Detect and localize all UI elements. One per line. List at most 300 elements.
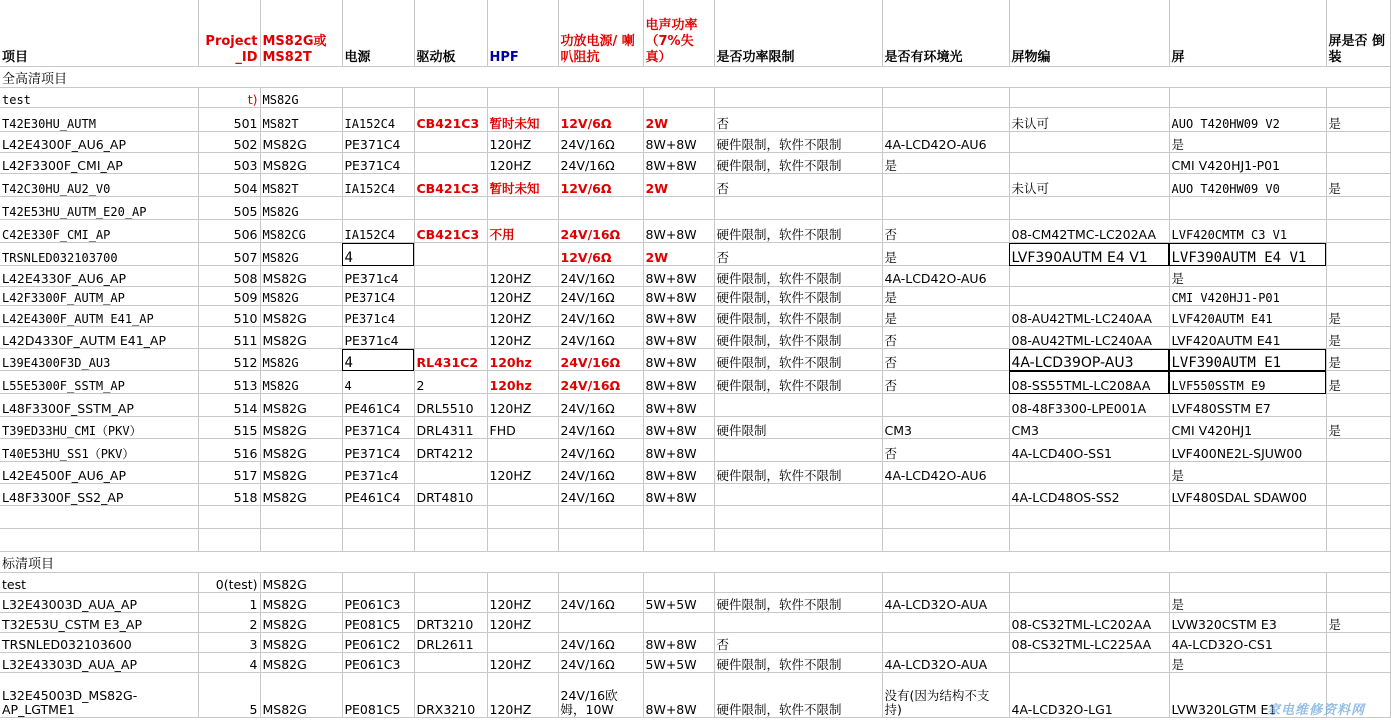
cell-chip[interactable]: MS82G xyxy=(260,371,342,394)
cell-amp-power[interactable] xyxy=(558,573,643,593)
cell-panel[interactable]: LVF390AUTM E1 xyxy=(1169,349,1326,371)
cell-driver-board[interactable] xyxy=(414,327,487,349)
cell-empty[interactable] xyxy=(1169,506,1326,529)
cell-project-id[interactable]: 5 xyxy=(198,673,260,718)
cell-project-id[interactable]: 501 xyxy=(198,108,260,132)
cell-power-limit[interactable]: 否 xyxy=(714,108,882,132)
cell-driver-board[interactable]: DRL2611 xyxy=(414,633,487,653)
cell-ambient-light[interactable] xyxy=(882,108,1009,132)
cell-power[interactable]: PE371c4 xyxy=(342,327,414,349)
cell-chip[interactable]: MS82G xyxy=(260,462,342,484)
cell-ambient-light[interactable]: 否 xyxy=(882,371,1009,394)
cell-project[interactable]: L42E4300F_AU6_AP xyxy=(0,132,198,153)
cell-acoustic-power[interactable]: 8W+8W xyxy=(643,673,714,718)
cell-empty[interactable] xyxy=(714,506,882,529)
cell-panel-code[interactable]: 08-AU42TML-LC240AA xyxy=(1009,306,1169,327)
cell-chip[interactable]: MS82G xyxy=(260,439,342,462)
cell-acoustic-power[interactable]: 8W+8W xyxy=(643,371,714,394)
cell-panel-flip[interactable]: 是 xyxy=(1326,108,1390,132)
cell-chip[interactable]: MS82G xyxy=(260,287,342,306)
cell-power[interactable]: PE371c4 xyxy=(342,306,414,327)
cell-panel-flip[interactable] xyxy=(1326,153,1390,174)
cell-amp-power[interactable]: 24V/16Ω xyxy=(558,287,643,306)
cell-power[interactable]: IA152C4 xyxy=(342,108,414,132)
cell-hpf[interactable] xyxy=(487,439,558,462)
cell-power-limit[interactable] xyxy=(714,439,882,462)
cell-amp-power[interactable]: 24V/16Ω xyxy=(558,439,643,462)
cell-chip[interactable]: MS82CG xyxy=(260,220,342,243)
cell-empty[interactable] xyxy=(260,506,342,529)
cell-acoustic-power[interactable]: 2W xyxy=(643,108,714,132)
cell-ambient-light[interactable]: 4A-LCD42O-AU6 xyxy=(882,462,1009,484)
cell-panel-code[interactable]: 4A-LCD48OS-SS2 xyxy=(1009,484,1169,506)
cell-project-id[interactable]: 503 xyxy=(198,153,260,174)
cell-panel-code[interactable]: 08-48F3300-LPE001A xyxy=(1009,394,1169,417)
header-panel-code[interactable]: 屏物编 xyxy=(1009,0,1169,67)
cell-chip[interactable]: MS82G xyxy=(260,349,342,371)
cell-panel[interactable]: 是 xyxy=(1169,132,1326,153)
cell-panel-code[interactable] xyxy=(1009,287,1169,306)
cell-panel[interactable]: LVF420CMTM C3 V1 xyxy=(1169,220,1326,243)
cell-acoustic-power[interactable]: 8W+8W xyxy=(643,266,714,287)
cell-power[interactable]: PE371C4 xyxy=(342,132,414,153)
cell-chip[interactable]: MS82T xyxy=(260,174,342,197)
cell-panel[interactable]: LVF390AUTM E4 V1 xyxy=(1169,243,1326,266)
header-hpf[interactable]: HPF xyxy=(487,0,558,67)
cell-power-limit[interactable]: 硬件限制，软件不限制 xyxy=(714,349,882,371)
cell-empty[interactable] xyxy=(342,529,414,552)
cell-acoustic-power[interactable]: 2W xyxy=(643,243,714,266)
cell-acoustic-power[interactable]: 8W+8W xyxy=(643,417,714,439)
cell-panel-flip[interactable] xyxy=(1326,220,1390,243)
cell-power[interactable]: PE371C4 xyxy=(342,153,414,174)
cell-amp-power[interactable]: 24V/16Ω xyxy=(558,266,643,287)
cell-hpf[interactable] xyxy=(487,484,558,506)
cell-panel-code[interactable]: CM3 xyxy=(1009,417,1169,439)
cell-panel[interactable]: AUO T420HW09 V0 xyxy=(1169,174,1326,197)
cell-project[interactable]: T42E53HU_AUTM_E20_AP xyxy=(0,197,198,220)
cell-project[interactable]: test xyxy=(0,88,198,108)
cell-ambient-light[interactable]: 4A-LCD32O-AUA xyxy=(882,653,1009,673)
cell-hpf[interactable]: 120HZ xyxy=(487,462,558,484)
cell-driver-board[interactable]: DRT4810 xyxy=(414,484,487,506)
cell-amp-power[interactable]: 24V/16Ω xyxy=(558,153,643,174)
cell-ambient-light[interactable]: 否 xyxy=(882,349,1009,371)
cell-ambient-light[interactable] xyxy=(882,613,1009,633)
cell-empty[interactable] xyxy=(714,529,882,552)
cell-ambient-light[interactable]: 是 xyxy=(882,153,1009,174)
cell-amp-power[interactable] xyxy=(558,613,643,633)
cell-driver-board[interactable]: DRL5510 xyxy=(414,394,487,417)
cell-ambient-light[interactable]: 4A-LCD42O-AU6 xyxy=(882,132,1009,153)
section-title-hd[interactable]: 全高清项目 xyxy=(0,67,1390,88)
cell-amp-power[interactable]: 24V/16Ω xyxy=(558,394,643,417)
cell-empty[interactable] xyxy=(0,529,198,552)
cell-chip[interactable]: MS82G xyxy=(260,266,342,287)
cell-ambient-light[interactable] xyxy=(882,573,1009,593)
cell-acoustic-power[interactable] xyxy=(643,613,714,633)
cell-chip[interactable]: MS82G xyxy=(260,306,342,327)
cell-power-limit[interactable]: 否 xyxy=(714,243,882,266)
cell-ambient-light[interactable]: 否 xyxy=(882,220,1009,243)
cell-panel-code[interactable]: 08-CM42TMC-LC202AA xyxy=(1009,220,1169,243)
cell-acoustic-power[interactable]: 5W+5W xyxy=(643,653,714,673)
cell-empty[interactable] xyxy=(198,529,260,552)
cell-chip[interactable]: MS82G xyxy=(260,153,342,174)
cell-power[interactable]: PE371C4 xyxy=(342,417,414,439)
cell-acoustic-power[interactable] xyxy=(643,197,714,220)
cell-panel-code[interactable] xyxy=(1009,88,1169,108)
header-chip[interactable]: MS82G或 MS82T xyxy=(260,0,342,67)
cell-power[interactable]: PE371C4 xyxy=(342,439,414,462)
cell-empty[interactable] xyxy=(1169,529,1326,552)
cell-driver-board[interactable]: DRT4212 xyxy=(414,439,487,462)
cell-acoustic-power[interactable]: 2W xyxy=(643,174,714,197)
cell-hpf[interactable]: 暂时未知 xyxy=(487,108,558,132)
cell-panel[interactable]: LVF420AUTM E41 xyxy=(1169,327,1326,349)
cell-amp-power[interactable]: 12V/6Ω xyxy=(558,243,643,266)
cell-ambient-light[interactable]: 否 xyxy=(882,439,1009,462)
cell-panel[interactable]: 是 xyxy=(1169,653,1326,673)
cell-project-id[interactable]: 513 xyxy=(198,371,260,394)
cell-project[interactable]: L32E45003D_MS82G-AP_LGTME1 xyxy=(0,673,198,718)
cell-project-id[interactable]: 509 xyxy=(198,287,260,306)
cell-panel[interactable]: LVW320LGTM E1 xyxy=(1169,673,1326,718)
header-panel-flip[interactable]: 屏是否 倒装 xyxy=(1326,0,1390,67)
cell-panel-flip[interactable]: 是 xyxy=(1326,327,1390,349)
cell-driver-board[interactable]: DRL4311 xyxy=(414,417,487,439)
cell-project[interactable]: L32E43303D_AUA_AP xyxy=(0,653,198,673)
cell-chip[interactable]: MS82G xyxy=(260,484,342,506)
cell-power[interactable]: IA152C4 xyxy=(342,174,414,197)
cell-empty[interactable] xyxy=(882,529,1009,552)
cell-hpf[interactable]: 120HZ xyxy=(487,306,558,327)
cell-ambient-light[interactable]: 没有(因为结构不支持) xyxy=(882,673,1009,718)
cell-panel-code[interactable]: 未认可 xyxy=(1009,108,1169,132)
cell-chip[interactable]: MS82G xyxy=(260,593,342,613)
cell-chip[interactable]: MS82G xyxy=(260,613,342,633)
cell-driver-board[interactable] xyxy=(414,287,487,306)
cell-ambient-light[interactable] xyxy=(882,484,1009,506)
cell-project-id[interactable]: 518 xyxy=(198,484,260,506)
cell-chip[interactable]: MS82G xyxy=(260,327,342,349)
cell-acoustic-power[interactable] xyxy=(643,88,714,108)
cell-project-id[interactable]: 0(test) xyxy=(198,573,260,593)
cell-panel-code[interactable] xyxy=(1009,132,1169,153)
cell-power[interactable] xyxy=(342,197,414,220)
cell-panel-flip[interactable] xyxy=(1326,88,1390,108)
cell-power[interactable]: PE371c4 xyxy=(342,266,414,287)
cell-panel[interactable]: CMI V420HJ1 xyxy=(1169,417,1326,439)
cell-power-limit[interactable]: 硬件限制，软件不限制 xyxy=(714,153,882,174)
cell-project-id[interactable]: 512 xyxy=(198,349,260,371)
cell-project[interactable]: L32E43003D_AUA_AP xyxy=(0,593,198,613)
cell-panel-code[interactable]: 08-CS32TML-LC202AA xyxy=(1009,613,1169,633)
cell-power[interactable]: PE371C4 xyxy=(342,287,414,306)
cell-panel-flip[interactable]: 是 xyxy=(1326,613,1390,633)
cell-power[interactable]: 4 xyxy=(342,243,414,266)
cell-panel-flip[interactable] xyxy=(1326,462,1390,484)
cell-panel-code[interactable] xyxy=(1009,197,1169,220)
cell-project[interactable]: L39E4300F3D_AU3 xyxy=(0,349,198,371)
cell-project[interactable]: L48F3300F_SS2_AP xyxy=(0,484,198,506)
cell-power-limit[interactable]: 硬件限制，软件不限制 xyxy=(714,593,882,613)
cell-amp-power[interactable]: 24V/16Ω xyxy=(558,371,643,394)
header-power-limit[interactable]: 是否功率限制 xyxy=(714,0,882,67)
cell-panel-flip[interactable] xyxy=(1326,573,1390,593)
cell-driver-board[interactable]: CB421C3 xyxy=(414,220,487,243)
cell-project-id[interactable]: 2 xyxy=(198,613,260,633)
cell-project[interactable]: C42E330F_CMI_AP xyxy=(0,220,198,243)
cell-panel-code[interactable]: 08-SS55TML-LC208AA xyxy=(1009,371,1169,394)
cell-chip[interactable]: MS82G xyxy=(260,394,342,417)
cell-power-limit[interactable]: 硬件限制，软件不限制 xyxy=(714,287,882,306)
header-amp-power[interactable]: 功放电源/ 喇叭阻抗 xyxy=(558,0,643,67)
cell-panel-flip[interactable] xyxy=(1326,653,1390,673)
cell-hpf[interactable]: 120HZ xyxy=(487,153,558,174)
cell-power[interactable]: PE061C2 xyxy=(342,633,414,653)
cell-panel-code[interactable]: 08-AU42TML-LC240AA xyxy=(1009,327,1169,349)
cell-panel-flip[interactable] xyxy=(1326,633,1390,653)
cell-amp-power[interactable]: 12V/6Ω xyxy=(558,108,643,132)
header-ambient-light[interactable]: 是否有环境光 xyxy=(882,0,1009,67)
cell-power[interactable]: PE081C5 xyxy=(342,613,414,633)
cell-empty[interactable] xyxy=(643,506,714,529)
cell-driver-board[interactable]: DRT3210 xyxy=(414,613,487,633)
cell-panel-flip[interactable]: 是 xyxy=(1326,371,1390,394)
cell-hpf[interactable]: 120HZ xyxy=(487,266,558,287)
cell-panel-code[interactable] xyxy=(1009,266,1169,287)
cell-project-id[interactable]: 514 xyxy=(198,394,260,417)
cell-project-id[interactable]: 1 xyxy=(198,593,260,613)
cell-hpf[interactable]: 不用 xyxy=(487,220,558,243)
cell-hpf[interactable]: 120hz xyxy=(487,349,558,371)
cell-hpf[interactable]: 120HZ xyxy=(487,613,558,633)
cell-amp-power[interactable]: 24V/16Ω xyxy=(558,653,643,673)
cell-amp-power[interactable]: 24V/16欧姆，10W xyxy=(558,673,643,718)
cell-power[interactable]: PE371c4 xyxy=(342,462,414,484)
cell-amp-power[interactable]: 24V/16Ω xyxy=(558,132,643,153)
cell-chip[interactable]: MS82G xyxy=(260,417,342,439)
cell-project-id[interactable]: 516 xyxy=(198,439,260,462)
cell-chip[interactable]: MS82G xyxy=(260,132,342,153)
cell-panel[interactable] xyxy=(1169,88,1326,108)
cell-driver-board[interactable] xyxy=(414,88,487,108)
cell-empty[interactable] xyxy=(558,506,643,529)
cell-project-id[interactable]: 515 xyxy=(198,417,260,439)
cell-ambient-light[interactable] xyxy=(882,197,1009,220)
cell-power-limit[interactable] xyxy=(714,88,882,108)
cell-hpf[interactable]: 120hz xyxy=(487,371,558,394)
header-project-id[interactable]: Project _ID xyxy=(198,0,260,67)
cell-panel[interactable]: LVF480SSTM E7 xyxy=(1169,394,1326,417)
cell-amp-power[interactable]: 24V/16Ω xyxy=(558,306,643,327)
cell-project[interactable]: TRSNLED032103600 xyxy=(0,633,198,653)
cell-power-limit[interactable]: 硬件限制，软件不限制 xyxy=(714,306,882,327)
cell-amp-power[interactable]: 24V/16Ω xyxy=(558,327,643,349)
cell-project[interactable]: L42E4330F_AU6_AP xyxy=(0,266,198,287)
cell-panel[interactable]: CMI V420HJ1-P01 xyxy=(1169,153,1326,174)
cell-ambient-light[interactable]: 否 xyxy=(882,327,1009,349)
header-project[interactable]: 项目 xyxy=(0,0,198,67)
cell-panel-flip[interactable] xyxy=(1326,266,1390,287)
cell-acoustic-power[interactable]: 8W+8W xyxy=(643,439,714,462)
cell-project[interactable]: L42E4300F_AUTM E41_AP xyxy=(0,306,198,327)
cell-panel[interactable]: AUO T420HW09 V2 xyxy=(1169,108,1326,132)
cell-power-limit[interactable]: 否 xyxy=(714,174,882,197)
cell-empty[interactable] xyxy=(342,506,414,529)
cell-panel[interactable]: LVF420AUTM E41 xyxy=(1169,306,1326,327)
cell-amp-power[interactable]: 24V/16Ω xyxy=(558,349,643,371)
cell-panel-code[interactable] xyxy=(1009,462,1169,484)
cell-chip[interactable]: MS82G xyxy=(260,673,342,718)
cell-driver-board[interactable] xyxy=(414,243,487,266)
cell-acoustic-power[interactable]: 8W+8W xyxy=(643,484,714,506)
cell-project[interactable]: T42E30HU_AUTM xyxy=(0,108,198,132)
cell-hpf[interactable]: 120HZ xyxy=(487,287,558,306)
cell-panel-code[interactable] xyxy=(1009,593,1169,613)
cell-project-id[interactable]: t) xyxy=(198,88,260,108)
cell-panel-code[interactable] xyxy=(1009,653,1169,673)
cell-panel-flip[interactable]: 是 xyxy=(1326,349,1390,371)
cell-power-limit[interactable]: 硬件限制，软件不限制 xyxy=(714,132,882,153)
cell-panel[interactable]: LVW320CSTM E3 xyxy=(1169,613,1326,633)
cell-project[interactable]: L48F3300F_SSTM_AP xyxy=(0,394,198,417)
cell-hpf[interactable]: 暂时未知 xyxy=(487,174,558,197)
cell-empty[interactable] xyxy=(414,529,487,552)
cell-ambient-light[interactable]: 是 xyxy=(882,306,1009,327)
cell-project[interactable]: L42F3300F_AUTM_AP xyxy=(0,287,198,306)
cell-hpf[interactable]: 120HZ xyxy=(487,132,558,153)
cell-driver-board[interactable] xyxy=(414,132,487,153)
cell-empty[interactable] xyxy=(643,529,714,552)
cell-hpf[interactable]: FHD xyxy=(487,417,558,439)
cell-driver-board[interactable]: 2 xyxy=(414,371,487,394)
cell-panel[interactable]: 是 xyxy=(1169,593,1326,613)
cell-amp-power[interactable]: 24V/16Ω xyxy=(558,417,643,439)
cell-chip[interactable]: MS82G xyxy=(260,633,342,653)
cell-hpf[interactable] xyxy=(487,88,558,108)
cell-panel[interactable]: LVF480SDAL SDAW00 xyxy=(1169,484,1326,506)
cell-empty[interactable] xyxy=(414,506,487,529)
cell-power[interactable]: PE061C3 xyxy=(342,593,414,613)
cell-empty[interactable] xyxy=(487,529,558,552)
cell-power-limit[interactable]: 硬件限制，软件不限制 xyxy=(714,673,882,718)
cell-panel-flip[interactable] xyxy=(1326,484,1390,506)
cell-acoustic-power[interactable]: 8W+8W xyxy=(643,633,714,653)
cell-project[interactable]: T32E53U_CSTM E3_AP xyxy=(0,613,198,633)
cell-acoustic-power[interactable]: 8W+8W xyxy=(643,132,714,153)
cell-panel[interactable] xyxy=(1169,197,1326,220)
cell-panel-flip[interactable] xyxy=(1326,287,1390,306)
cell-amp-power[interactable]: 24V/16Ω xyxy=(558,484,643,506)
cell-panel-code[interactable]: 4A-LCD39OP-AU3 xyxy=(1009,349,1169,371)
cell-driver-board[interactable]: DRX3210 xyxy=(414,673,487,718)
cell-driver-board[interactable] xyxy=(414,462,487,484)
cell-project-id[interactable]: 508 xyxy=(198,266,260,287)
cell-amp-power[interactable]: 24V/16Ω xyxy=(558,633,643,653)
cell-power-limit[interactable]: 硬件限制 xyxy=(714,417,882,439)
cell-power[interactable]: 4 xyxy=(342,371,414,394)
cell-power-limit[interactable]: 否 xyxy=(714,633,882,653)
cell-panel-code[interactable]: 4A-LCD32O-LG1 xyxy=(1009,673,1169,718)
cell-panel-flip[interactable]: 是 xyxy=(1326,417,1390,439)
header-acoustic-power[interactable]: 电声功率 （7%失 真） xyxy=(643,0,714,67)
cell-panel-code[interactable]: 08-CS32TML-LC225AA xyxy=(1009,633,1169,653)
cell-empty[interactable] xyxy=(260,529,342,552)
cell-project[interactable]: TRSNLED032103700 xyxy=(0,243,198,266)
cell-project-id[interactable]: 504 xyxy=(198,174,260,197)
cell-empty[interactable] xyxy=(1009,529,1169,552)
cell-hpf[interactable]: 120HZ xyxy=(487,673,558,718)
header-power[interactable]: 电源 xyxy=(342,0,414,67)
cell-driver-board[interactable]: CB421C3 xyxy=(414,108,487,132)
cell-power-limit[interactable] xyxy=(714,613,882,633)
cell-project-id[interactable]: 517 xyxy=(198,462,260,484)
cell-empty[interactable] xyxy=(882,506,1009,529)
cell-empty[interactable] xyxy=(487,506,558,529)
cell-ambient-light[interactable] xyxy=(882,394,1009,417)
cell-chip[interactable]: MS82G xyxy=(260,653,342,673)
cell-project[interactable]: L42E4500F_AU6_AP xyxy=(0,462,198,484)
cell-project[interactable]: L42D4330F_AUTM E41_AP xyxy=(0,327,198,349)
cell-chip[interactable]: MS82T xyxy=(260,108,342,132)
cell-acoustic-power[interactable]: 8W+8W xyxy=(643,287,714,306)
cell-panel[interactable]: 4A-LCD32O-CS1 xyxy=(1169,633,1326,653)
cell-amp-power[interactable]: 12V/6Ω xyxy=(558,174,643,197)
cell-power[interactable]: IA152C4 xyxy=(342,220,414,243)
cell-amp-power[interactable] xyxy=(558,197,643,220)
cell-power-limit[interactable]: 硬件限制，软件不限制 xyxy=(714,462,882,484)
cell-chip[interactable]: MS82G xyxy=(260,88,342,108)
cell-driver-board[interactable] xyxy=(414,197,487,220)
cell-panel-flip[interactable]: 是 xyxy=(1326,306,1390,327)
cell-panel-code[interactable]: 4A-LCD40O-SS1 xyxy=(1009,439,1169,462)
cell-driver-board[interactable]: CB421C3 xyxy=(414,174,487,197)
cell-panel-code[interactable]: 未认可 xyxy=(1009,174,1169,197)
cell-project[interactable]: T42C30HU_AU2_V0 xyxy=(0,174,198,197)
cell-power-limit[interactable] xyxy=(714,197,882,220)
cell-panel-code[interactable]: LVF390AUTM E4 V1 xyxy=(1009,243,1169,266)
cell-hpf[interactable] xyxy=(487,573,558,593)
header-panel[interactable]: 屏 xyxy=(1169,0,1326,67)
cell-panel[interactable]: 是 xyxy=(1169,266,1326,287)
cell-driver-board[interactable]: RL431C2 xyxy=(414,349,487,371)
cell-ambient-light[interactable]: 4A-LCD32O-AUA xyxy=(882,593,1009,613)
cell-acoustic-power[interactable]: 8W+8W xyxy=(643,220,714,243)
cell-acoustic-power[interactable]: 8W+8W xyxy=(643,349,714,371)
cell-hpf[interactable]: 120HZ xyxy=(487,653,558,673)
cell-panel-flip[interactable] xyxy=(1326,593,1390,613)
cell-ambient-light[interactable]: 4A-LCD42O-AU6 xyxy=(882,266,1009,287)
cell-power[interactable]: PE461C4 xyxy=(342,394,414,417)
cell-panel[interactable] xyxy=(1169,573,1326,593)
cell-panel-flip[interactable]: 是 xyxy=(1326,174,1390,197)
cell-power-limit[interactable]: 硬件限制，软件不限制 xyxy=(714,327,882,349)
cell-driver-board[interactable] xyxy=(414,593,487,613)
cell-power[interactable]: 4 xyxy=(342,349,414,371)
cell-panel[interactable]: LVF400NE2L-SJUW00 xyxy=(1169,439,1326,462)
cell-driver-board[interactable] xyxy=(414,653,487,673)
cell-hpf[interactable]: 120HZ xyxy=(487,394,558,417)
cell-project-id[interactable]: 510 xyxy=(198,306,260,327)
cell-project-id[interactable]: 4 xyxy=(198,653,260,673)
cell-hpf[interactable]: 120HZ xyxy=(487,327,558,349)
cell-ambient-light[interactable] xyxy=(882,633,1009,653)
cell-panel[interactable]: 是 xyxy=(1169,462,1326,484)
cell-project-id[interactable]: 502 xyxy=(198,132,260,153)
cell-power-limit[interactable]: 硬件限制，软件不限制 xyxy=(714,266,882,287)
